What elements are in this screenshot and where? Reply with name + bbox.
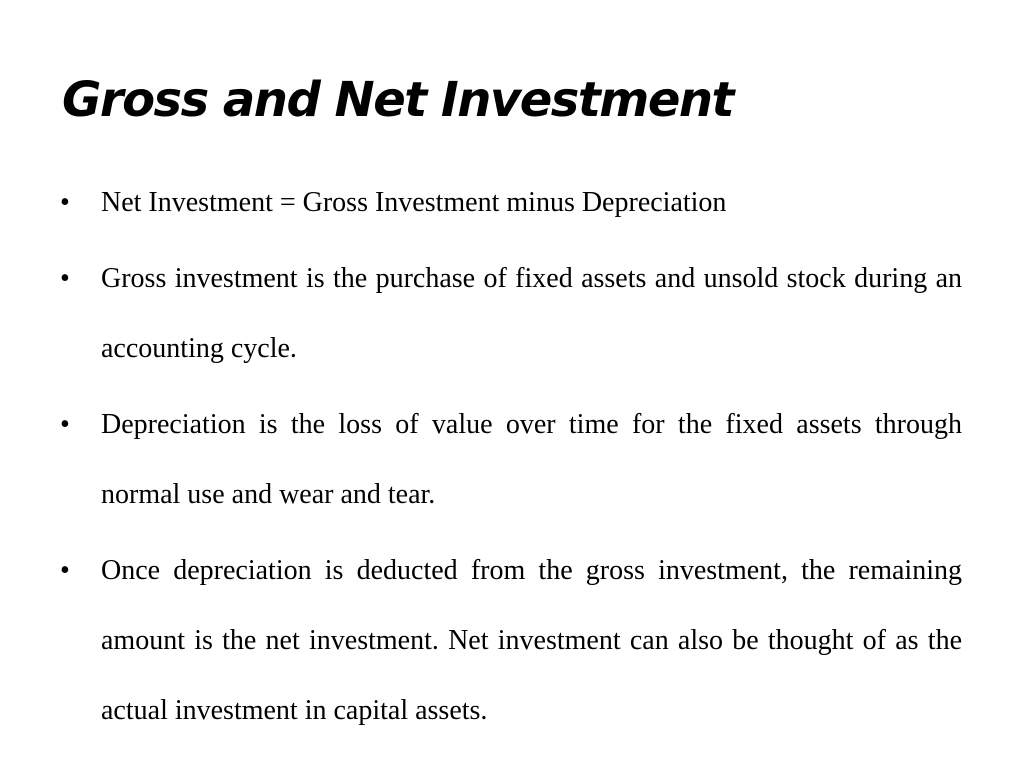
bullet-marker: •	[60, 263, 70, 294]
slide-title: Gross and Net Investment	[62, 72, 733, 128]
bullet-text: Gross investment is the purchase of fixed assets and unsold stock during an accounting cycle.	[101, 263, 962, 364]
bullet-item	[0, 390, 1024, 530]
bullet-item	[0, 168, 1024, 238]
bullet-marker: •	[60, 187, 70, 218]
bullet-marker: •	[60, 409, 70, 440]
bullet-text: Depreciation is the loss of value over time for the fixed assets through normal use and wear and tear.	[101, 409, 962, 510]
bullet-text: Once depreciation is deducted from the gross investment, the remaining amount is the net investment. Net investment can also be thought of as the actual investment in capital assets.	[101, 555, 962, 726]
bullet-marker: •	[60, 555, 70, 586]
bullet-text: Net Investment = Gross Investment minus Depreciation	[101, 187, 727, 218]
bullet-list	[0, 168, 1024, 752]
bullet-item	[0, 244, 1024, 384]
bullet-item	[0, 536, 1024, 746]
